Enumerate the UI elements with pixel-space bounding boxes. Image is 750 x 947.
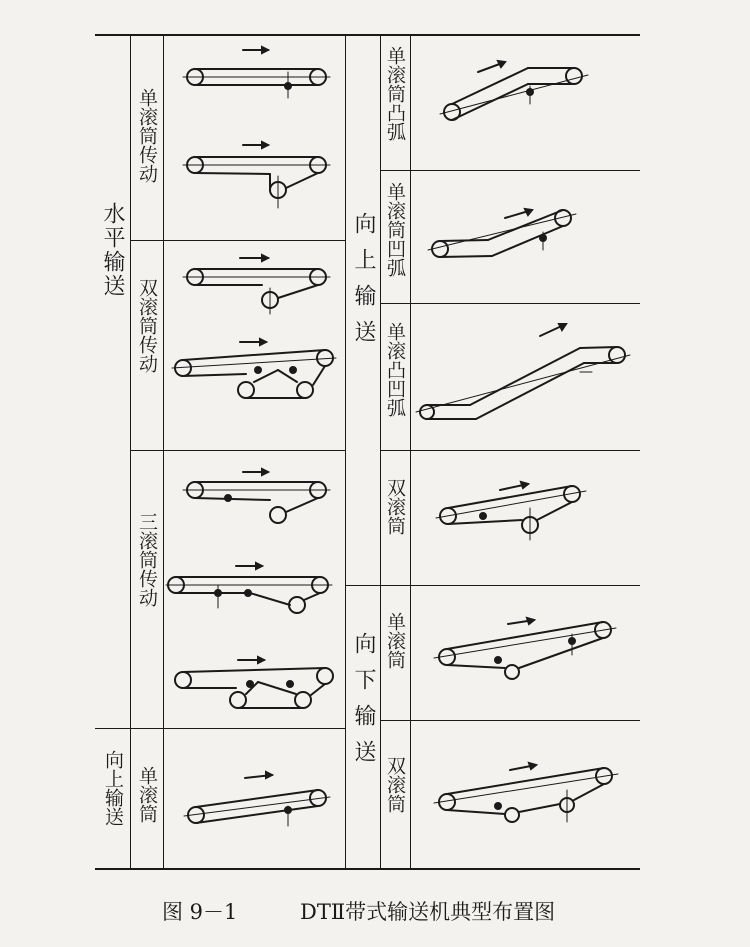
sketch-h-triple-1 (183, 469, 330, 523)
sub-double-drive: 双滚筒传动 (136, 278, 158, 373)
sketch-h-double-2 (172, 339, 336, 398)
sketch-h-triple-3 (175, 657, 333, 708)
sub-triple-drive: 三滚筒传动 (136, 512, 158, 607)
category-horizontal: 水平输送 (100, 202, 125, 298)
category-upward-right: 向上输送 (351, 212, 376, 356)
sketch-up-convex (440, 61, 588, 120)
category-upward-left: 向上输送 (102, 750, 124, 826)
sub-double-upward: 双滚筒 (384, 478, 406, 535)
sketch-up-convex-concave (416, 324, 630, 419)
sketch-h-single-2 (183, 142, 330, 208)
sub-single-concave: 单滚筒凹弧 (384, 182, 406, 277)
figure-number: 图 9－1 (162, 900, 238, 924)
sketch-down-single (434, 618, 616, 679)
figure-title: DTⅡ带式输送机典型布置图 (300, 900, 556, 924)
sub-single-convex: 单滚筒凸弧 (384, 46, 406, 141)
sub-single-upward-left: 单滚筒 (136, 766, 158, 823)
sketch-down-double (434, 763, 618, 822)
sketch-h-triple-2 (166, 563, 332, 613)
category-downward: 向下输送 (351, 632, 376, 776)
sub-single-downward: 单滚筒 (384, 612, 406, 669)
sketch-up-concave (428, 209, 576, 257)
sketch-up-double (436, 482, 586, 540)
sketch-h-single-1 (183, 47, 330, 98)
sub-double-downward: 双滚筒 (384, 756, 406, 813)
sub-single-convex-concave: 单滚凸凹弧 (384, 322, 406, 417)
sub-single-drive: 单滚筒传动 (136, 88, 158, 183)
sketch-h-double-1 (183, 255, 330, 314)
sketch-up-single-left (184, 772, 330, 826)
